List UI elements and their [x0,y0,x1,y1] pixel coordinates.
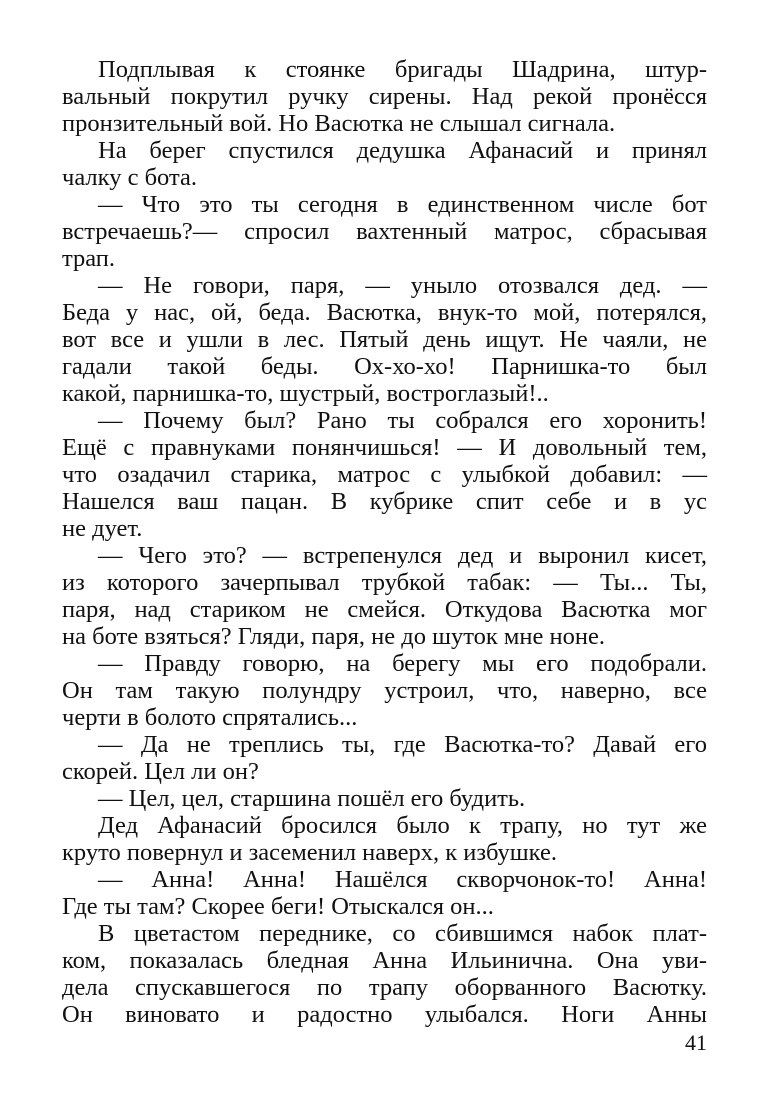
text-line: встречаешь?— спросил вахтенный матрос, сбрасывая [62,218,707,245]
text-line: дела спускавшегося по трапу оборванного Васютку. [62,974,707,1001]
text-line: что озадачил старика, матрос с улыбкой добавил: — [62,461,707,488]
text-line: Где ты там? Скорее беги! Отыскался он... [62,893,494,920]
text-line: — Да не треплись ты, где Васютка-то? Давай его [98,731,707,758]
text-line: скорей. Цел ли он? [62,758,259,785]
text-line: вот все и ушли в лес. Пятый день ищут. Не чаяли, не [62,326,707,353]
text-line: круто повернул и засеменил наверх, к избушке. [62,839,557,866]
text-line: паря, над стариком не смейся. Откудова Васютка мог [62,596,707,623]
text-line: черти в болото спрятались... [62,704,358,731]
paragraph-6 [62,542,707,650]
text-line: Дед Афанасий бросился было к трапу, но тут же [98,812,707,839]
text-line: На берег спустился дедушка Афанасий и принял [98,137,707,164]
paragraph-3 [62,191,707,272]
paragraph-1 [62,56,707,137]
text-line: Подплывая к стоянке бригады Шадрина, штур- [98,56,707,83]
text-line: В цветастом переднике, со сбившимся набок плат- [98,920,707,947]
text-line: ком, показалась бледная Анна Ильинична. Она уви- [62,947,707,974]
paragraph-8 [62,731,707,785]
text-line: — Чего это? — встрепенулся дед и выронил кисет, [98,542,707,569]
paragraph-7 [62,650,707,731]
text-line: пронзительный вой. Но Васютка не слышал сигнала. [62,110,616,137]
paragraph-2 [62,137,707,191]
text-line: трап. [62,245,116,272]
text-line: какой, парнишка-то, шустрый, востроглазый!.. [62,380,549,407]
paragraph-12 [62,920,707,1028]
paragraph-5 [62,407,707,542]
text-line: Ещё с правнуками понянчишься! — И довольный тем, [62,434,707,461]
text-line: из которого зачерпывал трубкой табак: — Ты... Ты, [62,569,707,596]
text-line: — Не говори, паря, — уныло отозвался дед. — [98,272,707,299]
text-line: Он виновато и радостно улыбался. Ноги Анны [62,1001,707,1028]
text-line: на боте взяться? Гляди, паря, не до шуток мне ноне. [62,623,605,650]
text-line: гадали такой беды. Ох-хо-хо! Парнишка-то был [62,353,707,380]
text-line: — Правду говорю, на берегу мы его подобрали. [98,650,707,677]
text-line: — Почему был? Рано ты собрался его хоронить! [98,407,707,434]
text-line: Он там такую полундру устроил, что, наверно, все [62,677,707,704]
text-line: чалку с бота. [62,164,197,191]
text-line: не дует. [62,515,143,542]
page-number: 41 [685,1030,707,1055]
text-line: — Анна! Анна! Нашёлся скворчонок-то! Анна! [98,866,707,893]
text-line: Нашелся ваш пацан. В кубрике спит себе и в ус [62,488,707,515]
text-line: Беда у нас, ой, беда. Васютка, внук-то мой, потерялся, [62,299,707,326]
text-line: — Что это ты сегодня в единственном числе бот [98,191,707,218]
paragraph-9 [62,785,707,812]
text-line: вальный покрутил ручку сирены. Над рекой пронёсся [62,83,707,110]
paragraph-11 [62,866,707,920]
book-page-text [62,56,707,1028]
text-line: — Цел, цел, старшина пошёл его будить. [98,785,526,812]
paragraph-4 [62,272,707,407]
paragraph-10 [62,812,707,866]
